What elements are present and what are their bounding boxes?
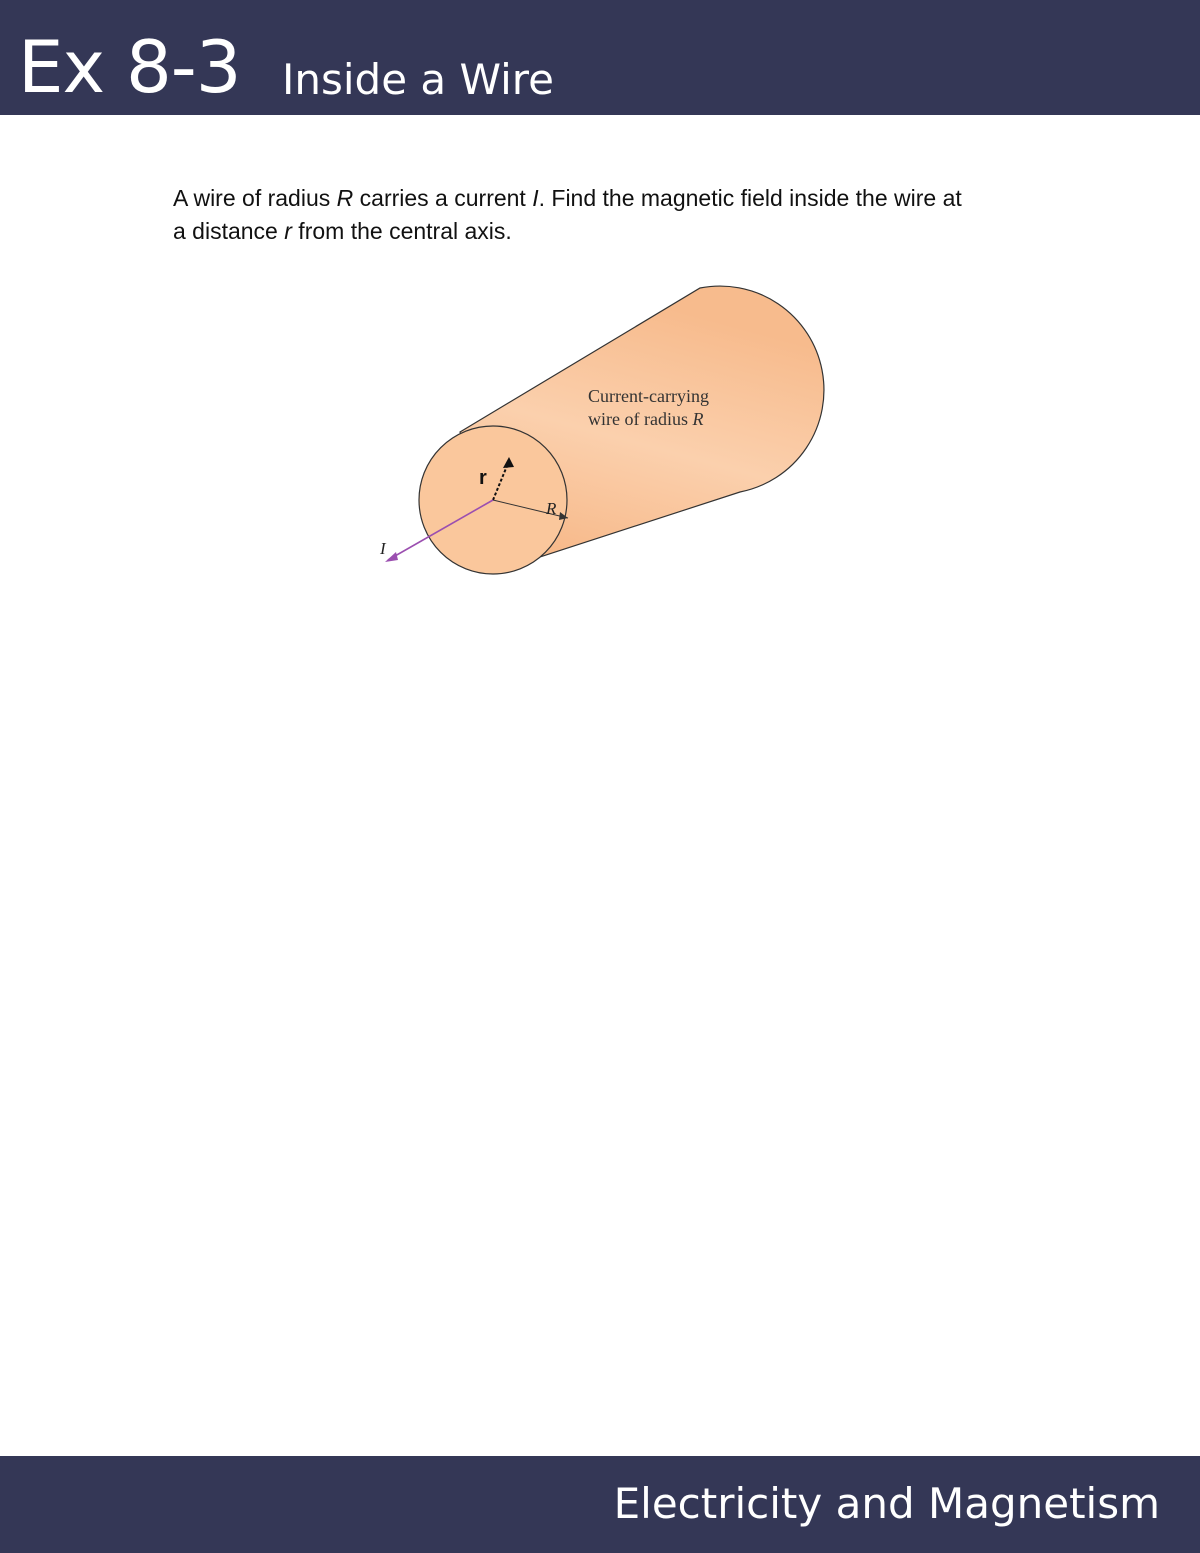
page-title: Inside a Wire [282,55,554,104]
example-number: Ex 8-3 [18,25,241,109]
course-title: Electricity and Magnetism [613,1479,1160,1528]
symbol-I: I [532,185,539,211]
wire-figure [360,270,840,590]
figure-caption-line2: wire of radius R [588,409,704,429]
footer-banner [0,1456,1200,1553]
current-label: I [380,539,386,558]
radius-R-label: R [546,499,557,518]
header-banner [0,0,1200,115]
symbol-R: R [336,185,354,211]
current-arrowhead [385,552,398,562]
radius-r-label: r [479,467,487,489]
problem-statement: A wire of radius R carries a current I. Find the magnetic field inside the wire at a distance r from the central axis. [173,185,962,244]
figure-caption-line1: Current-carrying [588,386,709,406]
symbol-r: r [284,218,292,244]
